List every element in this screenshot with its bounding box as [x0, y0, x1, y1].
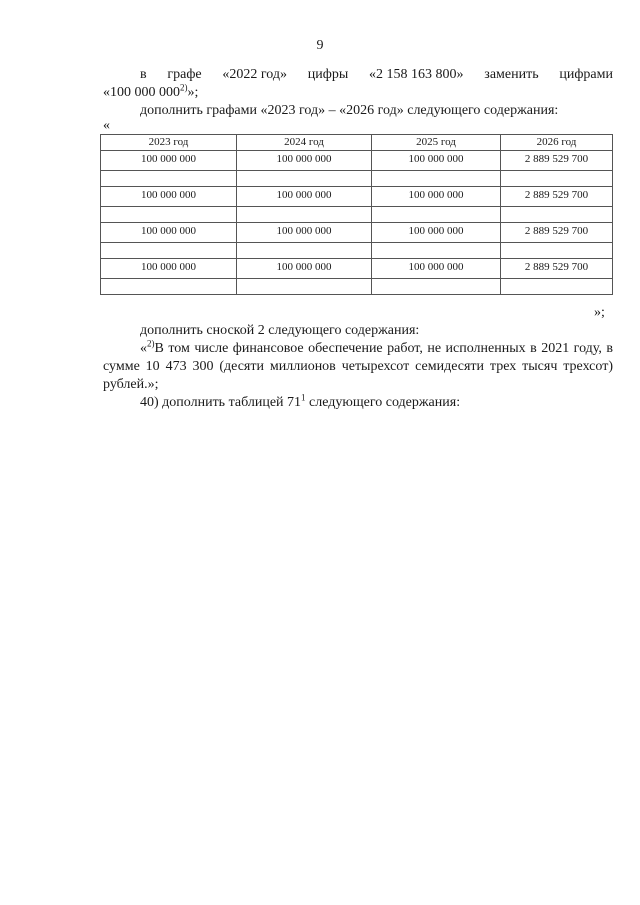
- word-with-digits: цифрами: [559, 67, 613, 82]
- table-row: [101, 187, 613, 207]
- table-cell: 2 889 529 700: [501, 151, 613, 171]
- table-cell: 100 000 000: [101, 151, 237, 171]
- header-2024: 2024 год: [237, 135, 372, 151]
- word-column: графе: [167, 67, 202, 82]
- new-value: «100 000 000: [103, 85, 180, 100]
- footnote-quote-open: «: [140, 341, 147, 356]
- add-table-prefix: 40) дополнить таблицей 71: [140, 395, 302, 410]
- table-cell: 100 000 000: [372, 223, 501, 243]
- word-old-value: «2 158 163 800»: [369, 67, 464, 82]
- table-cell: 100 000 000: [237, 151, 372, 171]
- table-cell: 100 000 000: [237, 259, 372, 279]
- table-row: [101, 259, 613, 279]
- add-table-paragraph: [103, 394, 613, 412]
- header-2025: 2025 год: [372, 135, 501, 151]
- word-replace: заменить: [484, 67, 539, 82]
- footnote-ref: 2): [180, 82, 188, 93]
- add-footnote-paragraph: дополнить сноской 2 следующего содержания:: [140, 323, 420, 338]
- table-empty-row: [101, 243, 613, 259]
- add-table-suffix: следующего содержания:: [305, 395, 461, 410]
- footnote-text: В том числе финансовое обеспечение работ, не исполненных в 2021 году, в сумме 10 473 300 (десяти миллионов четырехсот семидесяти трех тысяч трехсот) рублей.»;: [103, 341, 613, 392]
- table-cell: 2 889 529 700: [501, 259, 613, 279]
- table-empty-row: [101, 279, 613, 295]
- add-columns-paragraph: дополнить графами «2023 год» – «2026 год» следующего содержания:: [140, 103, 559, 118]
- table-cell: 100 000 000: [101, 187, 237, 207]
- footnote-paragraph: [103, 340, 613, 394]
- table-row: [101, 223, 613, 243]
- table-cell: 100 000 000: [101, 259, 237, 279]
- table-empty-row: [101, 171, 613, 187]
- footnote-marker: 2): [147, 338, 155, 349]
- table-empty-row: [101, 207, 613, 223]
- word-in: в: [140, 67, 147, 82]
- header-2026: 2026 год: [501, 135, 613, 151]
- table-row: [101, 151, 613, 171]
- table-quote-close: »;: [594, 305, 605, 320]
- table-cell: 100 000 000: [372, 187, 501, 207]
- table-header-row: [101, 135, 613, 151]
- replace-paragraph: [103, 66, 613, 102]
- table-quote-open: «: [103, 118, 110, 133]
- new-value-line: [103, 84, 613, 102]
- table-number-sup: 1: [301, 392, 306, 403]
- table-cell: 100 000 000: [372, 259, 501, 279]
- new-value-close: »;: [187, 85, 199, 100]
- table-cell: 100 000 000: [237, 223, 372, 243]
- word-digits: цифры: [307, 67, 349, 82]
- table-cell: 100 000 000: [372, 151, 501, 171]
- page-number: 9: [316, 38, 324, 53]
- word-year: «2022 год»: [222, 67, 288, 82]
- header-2023: 2023 год: [101, 135, 237, 151]
- replace-line: [103, 66, 613, 84]
- table-cell: 100 000 000: [101, 223, 237, 243]
- budget-table: [100, 134, 613, 295]
- table-cell: 2 889 529 700: [501, 187, 613, 207]
- table-cell: 100 000 000: [237, 187, 372, 207]
- table-cell: 2 889 529 700: [501, 223, 613, 243]
